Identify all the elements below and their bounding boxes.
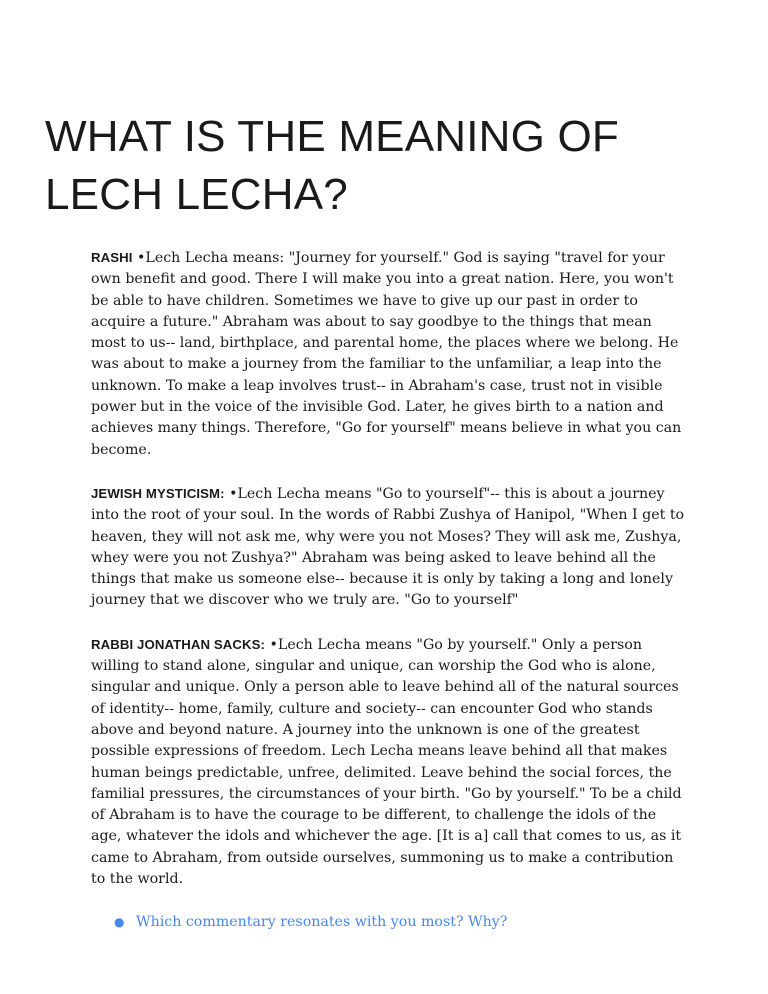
commentary-text: Lech Lecha means: "Journey for yourself." God is saying "travel for your own benefit and good. There I will make you into a great nation. Here, you won't be able to have children. Sometimes we have to give up our past in order to acquire a future." Abraham was about to say goodbye to the things that mean most to us-- land, birthplace, and parental home, the places where we belong. He was about to make a journey from the familiar to the unfamiliar, a leap into the unknown. To make a leap involves trust-- in Abraham's case, trust not in visible power but in the voice of the invisible God. Later, he gives birth to a nation and achieves many things. Therefore, "Go for yourself" means believe in what you can become. — [91, 250, 682, 458]
commentary-text: Lech Lecha means "Go to yourself"-- this is about a journey into the root of your soul. In the words of Rabbi Zushya of Hanipol, "When I get to heaven, they will not ask me, why were you not Moses? They will ask me, Zushya, whey were you not Zushya?" Abraham was being asked to leave behind all the things that make us someone else-- because it is only by taking a long and lonely journey that we discover who we truly are. "Go to yourself" — [91, 485, 685, 609]
commentary-label: RASHI — [91, 250, 133, 265]
commentary-separator: • — [132, 250, 146, 266]
commentary-jewish-mysticism — [91, 483, 686, 612]
document-body — [91, 247, 686, 934]
commentary-separator: • — [265, 636, 278, 653]
page-title: WHAT IS THE MEANING OF LECH LECHA? — [45, 112, 619, 219]
list-item — [91, 912, 686, 933]
commentary-text: Lech Lecha means "Go by yourself." Only a person willing to stand alone, singular and unique, can worship the God who is alone, singular and unique. Only a person able to leave behind all of the natural sources of identity-- home, family, culture and society-- can encounter God who stands above and beyond nature. A journey into the unknown is one of the greatest possible expressions of freedom. Lech Lecha means leave behind all that makes human beings predictable, unfree, delimited. Leave behind the social forces, the familial pressures, the circumstances of your birth. "Go by yourself." To be a child of Abraham is to have the courage to be different, to challenge the idols of the age, whatever the idols and whichever the age. [It is a] call that comes to us, as it came to Abraham, from outside ourselves, summoning us to make a contribution to the world. — [91, 636, 682, 888]
question-list — [91, 912, 686, 933]
bullet-dot-icon: ● — [114, 915, 125, 930]
commentary-rashi — [91, 247, 686, 461]
question-text: Which commentary resonates with you most? Why? — [136, 914, 508, 931]
commentary-separator: • — [224, 485, 238, 502]
commentary-label: RABBI JONATHAN SACKS: — [91, 636, 266, 652]
commentary-label: JEWISH MYSTICISM: — [91, 485, 225, 501]
commentary-rabbi-sacks — [91, 634, 686, 891]
